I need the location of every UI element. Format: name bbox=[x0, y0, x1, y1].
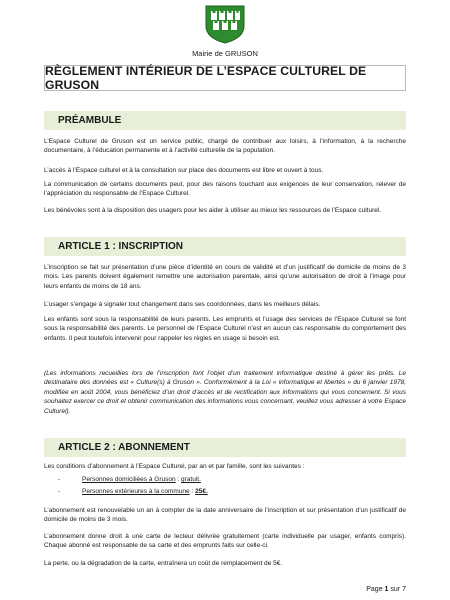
article-2-intro: Les conditions d’abonnement à l’Espace Culturel, par an et par famille, sont les suivantes : bbox=[44, 463, 305, 470]
gruson-crest-logo bbox=[204, 4, 246, 44]
page-word: Page bbox=[366, 586, 383, 593]
rate-separator: : bbox=[189, 488, 196, 496]
page-total: 7 bbox=[402, 586, 406, 593]
rate-value: gratuit. bbox=[181, 476, 201, 484]
section-heading-article-1: ARTICLE 1 : INSCRIPTION bbox=[44, 237, 406, 256]
preambule-paragraph: L’Espace Culturel de Gruson est un service public, chargé de contribuer aux loisirs, à l’information, à la recherche documentaire, à l’éducation permanente et à l’activité culturelle de la population. bbox=[44, 138, 406, 155]
subscription-rates-list bbox=[58, 474, 398, 498]
rate-separator: : bbox=[175, 476, 181, 484]
article-1-paragraph: Les enfants sont sous la responsabilité de leurs parents. Les emprunts et l’usage des services de l’Espace Culturel se font sous la responsabilité des parents. Le personnel de l’Espace Culturel n’est en aucun cas responsable du comportement des enfants. Il peut toutefois intervenir pour rappeler les règles en usage si besoin est. bbox=[44, 316, 406, 342]
mairie-label: Mairie de GRUSON bbox=[192, 49, 258, 58]
list-item bbox=[58, 486, 398, 498]
article-2-paragraph: L’abonnement est renouvelable un an à compter de la date anniversaire de l’inscription et sur présentation d’un justificatif de domicile de moins de 3 mois. bbox=[44, 507, 406, 524]
section-heading-preambule: PRÉAMBULE bbox=[44, 111, 406, 130]
bullet-dash: - bbox=[58, 476, 61, 484]
article-1-paragraph: L’inscription se fait sur présentation d’une pièce d’identité en cours de validité et d’un justificatif de domicile de moins de 3 mois. Les parents doivent également remettre une autorisation parentale, ainsi qu’une autorisation de droit à l’image pour leurs enfants de moins de 18 ans. bbox=[44, 264, 406, 290]
page-sep: sur bbox=[390, 586, 401, 593]
article-2-paragraph: L’abonnement donne droit à une carte de lecteur délivrée gratuitement (carte individuelle par usager, enfants compris). Chaque abonné est responsable de sa carte et des emprunts faits sur celle-ci. bbox=[44, 533, 406, 550]
section-heading-article-2: ARTICLE 2 : ABONNEMENT bbox=[44, 438, 406, 457]
preambule-paragraph: Les bénévoles sont à la disposition des usagers pour les aider à utiliser au mieux les ressources de l’Espace culturel. bbox=[44, 207, 382, 214]
preambule-paragraph: L’accès à l’Espace culturel et à la consultation sur place des documents est libre et ouvert à tous. bbox=[44, 167, 324, 174]
article-2-paragraph: La perte, ou la dégradation de la carte, entraînera un coût de remplacement de 5€. bbox=[44, 560, 283, 567]
document-title: RÈGLEMENT INTÉRIEUR DE L’ESPACE CULTUREL DE GRUSON bbox=[44, 65, 406, 91]
article-1-paragraph: L’usager s’engage à signaler tout changement dans ses coordonnées, dans les meilleurs délais. bbox=[44, 301, 321, 308]
page-indicator bbox=[366, 586, 406, 593]
rate-value: 25€. bbox=[195, 488, 208, 496]
list-item bbox=[58, 474, 398, 486]
article-1-privacy-notice: (Les informations recueillies lors de l’inscription font l’objet d’un traitement informatique destiné à gérer les prêts. Le destinataire des données est « Culture(s) à Gruson ». Conformément à la Loi « informatique et libertés » du 6 janvier 1978, modifiée en août 2004, vous bénéficiez d’un droit d’accès et de rectification aux informations qui vous concernent. Si vous souhaitez exercer ce droit et obtenir communication des informations vous concernant, veuillez vous adresser à votre Espace Culturel). bbox=[44, 370, 406, 415]
rate-label: Personnes extérieures à la commune bbox=[82, 488, 190, 496]
rate-label: Personnes domiciliées à Gruson bbox=[82, 476, 176, 484]
preambule-paragraph: La communication de certains documents peut, pour des raisons touchant aux exigences de leur conservation, relever de l’appréciation du responsable de l’Espace Culturel. bbox=[44, 181, 406, 198]
page-number: 1 bbox=[384, 586, 389, 593]
bullet-dash: - bbox=[58, 488, 61, 496]
